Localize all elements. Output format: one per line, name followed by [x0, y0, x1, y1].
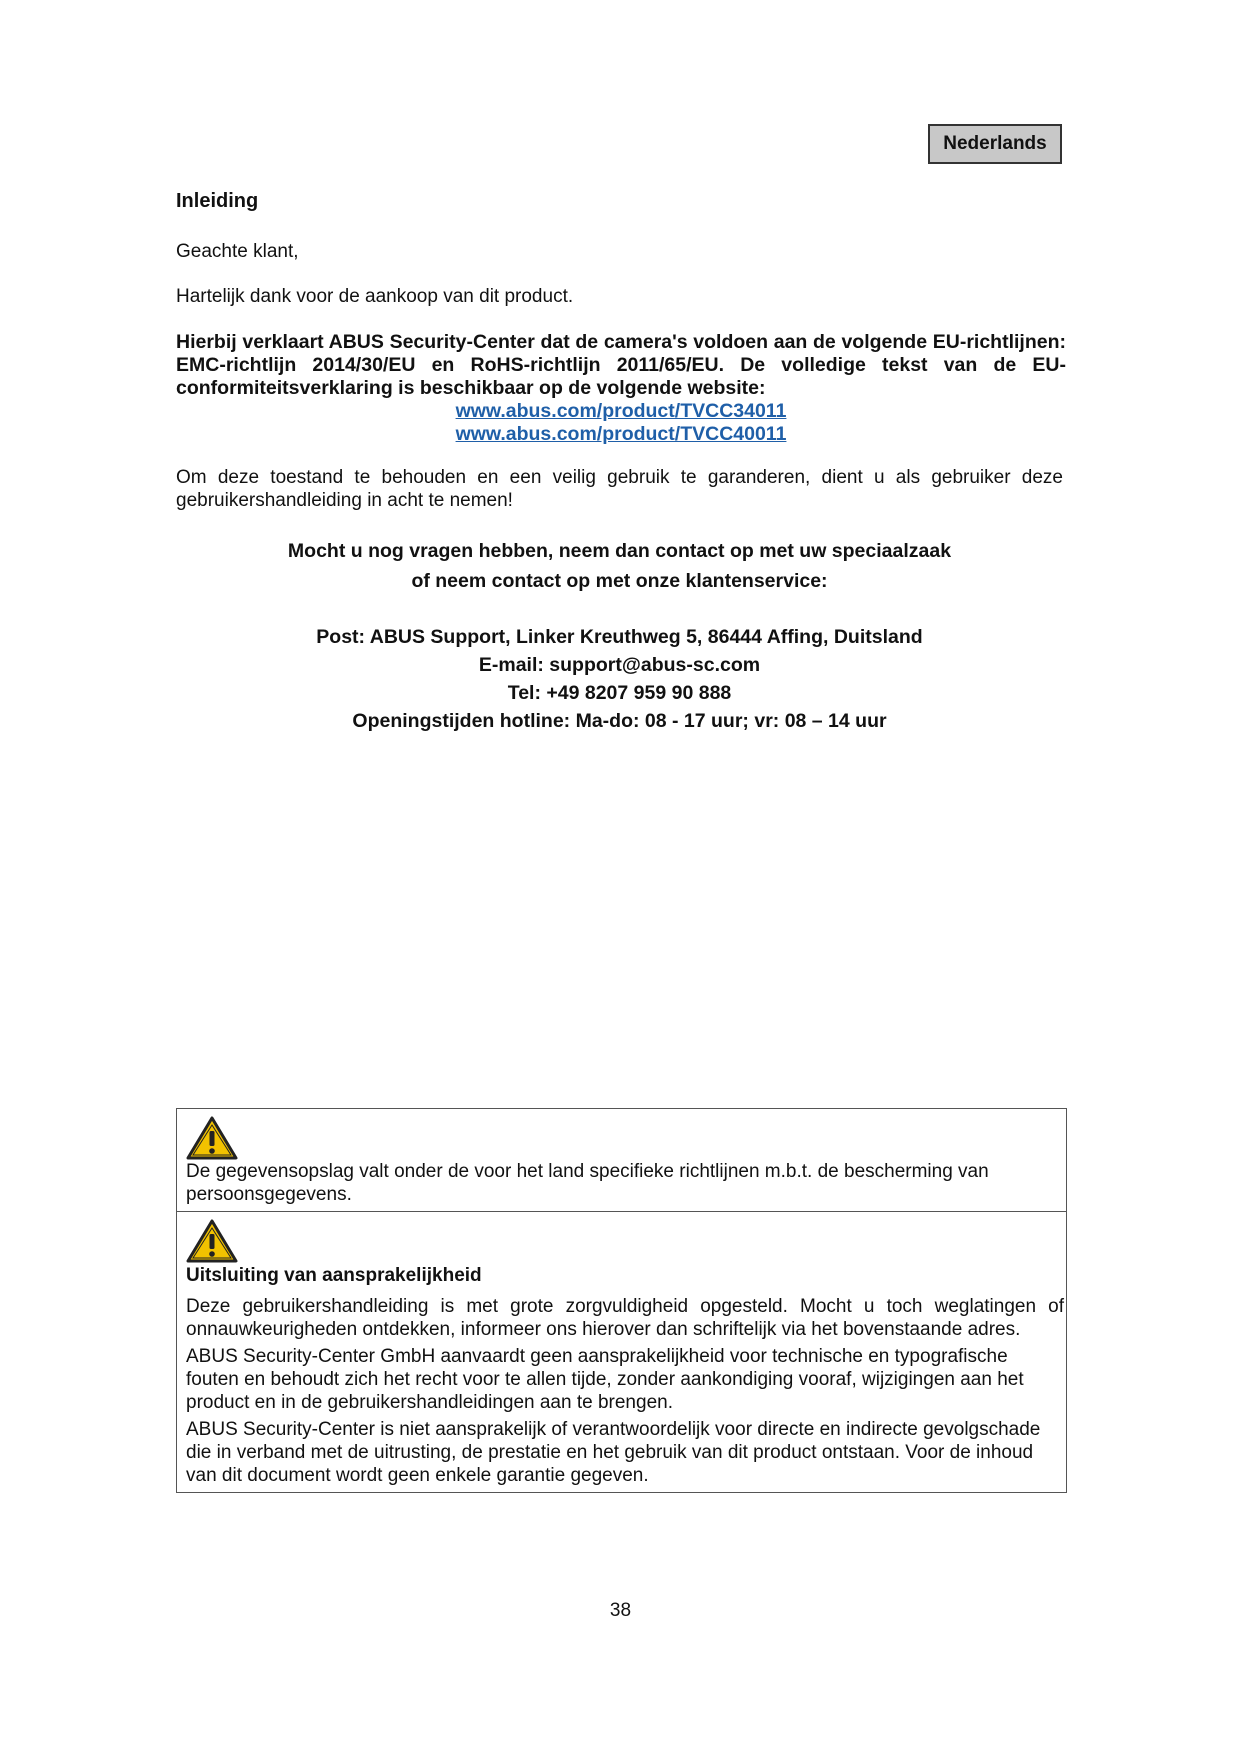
contact-tel: Tel: +49 8207 959 90 888 — [507, 682, 732, 704]
contact-hours: Openingstijden hotline: Ma-do: 08 - 17 uur; vr: 08 – 14 uur — [352, 710, 887, 732]
disclaimer-paragraph: ABUS Security-Center GmbH aanvaardt geen aansprakelijkheid voor technische en typografische fouten en behoudt zich het recht voor te allen tijde, zonder aankondiging vooraf, wijzigingen aan het product en in de gebruikershandleidingen aan te brengen. — [186, 1346, 1024, 1413]
contact-post: Post: ABUS Support, Linker Kreuthweg 5, 86444 Affing, Duitsland — [316, 626, 923, 648]
conformity-declaration: Hierbij verklaart ABUS Security-Center dat de camera's voldoen aan de volgende EU-richtlijnen: EMC-richtlijn 2014/30/EU en RoHS-richtlijn 2011/65/EU. De volledige tekst van de EU-conformiteitsverklaring is beschikbaar op de volgende website: — [176, 331, 1066, 399]
disclaimer-paragraph: ABUS Security-Center is niet aansprakelijk of verantwoordelijk voor directe en indirecte gevolgschade die in verband met de uitrusting, de prestatie en het gebruik van dit product ontstaan. Voor de inhoud van dit document wordt geen enkele garantie gegeven. — [186, 1419, 1041, 1486]
disclaimer-title: Uitsluiting van aansprakelijkheid — [186, 1265, 482, 1286]
contact-email: E-mail: support@abus-sc.com — [478, 654, 761, 676]
salutation: Geachte klant, — [176, 241, 299, 262]
warning-triangle-icon — [186, 1116, 238, 1160]
contact-line-1: Mocht u nog vragen hebben, neem dan contact op met uw speciaalzaak — [287, 540, 952, 562]
disclaimer-paragraph: Deze gebruikershandleiding is met grote zorgvuldigheid opgesteld. Mocht u toch weglatingen of onnauwkeurigheden ontdekken, informeer ons hierover dan schriftelijk via het bovenstaande adres. — [186, 1296, 1064, 1340]
contact-line-2: of neem contact op met onze klantenservice: — [411, 570, 828, 592]
language-label: Nederlands — [928, 124, 1062, 164]
section-heading: Inleiding — [176, 190, 259, 212]
warning-triangle-icon — [186, 1219, 238, 1263]
data-storage-notice: De gegevensopslag valt onder de voor het land specifieke richtlijnen m.b.t. de bescherming van persoonsgegevens. — [186, 1161, 989, 1205]
instructions-text: Om deze toestand te behouden en een veilig gebruik te garanderen, dient u als gebruiker deze gebruikershandleiding in acht te nemen! — [176, 467, 1063, 511]
product-link-tvcc34011[interactable]: www.abus.com/product/TVCC34011 — [455, 400, 787, 422]
product-link-tvcc40011[interactable]: www.abus.com/product/TVCC40011 — [455, 423, 787, 445]
product-links — [176, 400, 1066, 446]
notice-box — [176, 1108, 1067, 1493]
page-number: 38 — [609, 1600, 632, 1621]
thanks-text: Hartelijk dank voor de aankoop van dit product. — [176, 286, 574, 307]
notice-divider — [177, 1211, 1066, 1212]
